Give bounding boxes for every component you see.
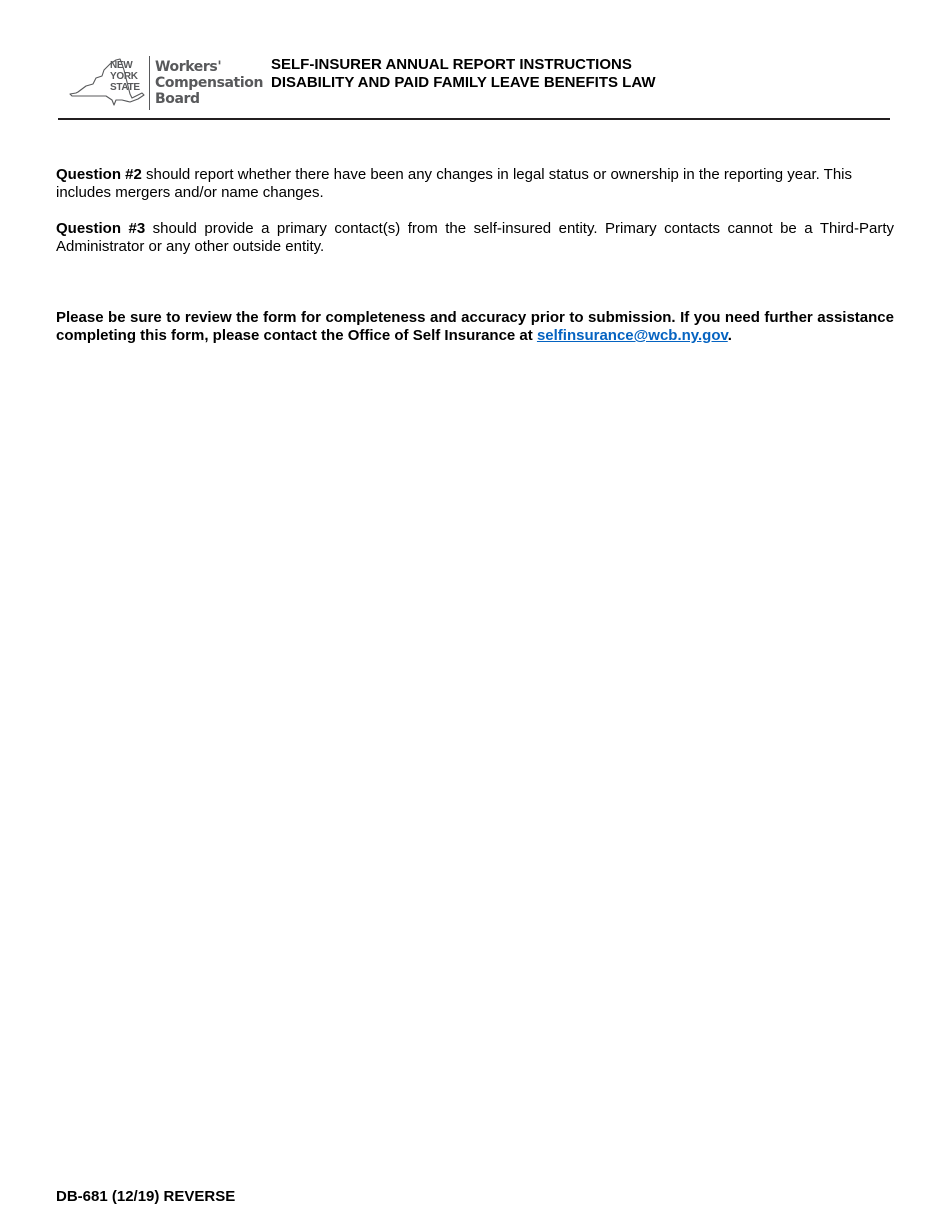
form-id-footer: DB-681 (12/19) REVERSE [56, 1188, 236, 1205]
logo-org-line: Workers' [155, 59, 222, 75]
closing-text: Please be sure to review the form for completeness and accuracy prior to submission. If you need further assistance completing this form, please contact the Office of Self Insurance at [56, 309, 894, 344]
question-3-label: Question #3 [56, 220, 146, 237]
logo-divider [149, 56, 150, 110]
closing-end: . [727, 327, 732, 344]
logo-org-line: Compensation [155, 75, 264, 91]
question-2-text: should report whether there have been any changes in legal status or ownership in the reporting year. This includes mergers and/or name changes. [56, 166, 853, 201]
document-title [271, 56, 655, 92]
logo-state-text [110, 60, 140, 93]
title-line-2: DISABILITY AND PAID FAMILY LEAVE BENEFITS LAW [271, 74, 656, 91]
closing-note [56, 309, 894, 345]
logo-state-line: NEW [110, 60, 133, 71]
question-2-instruction [56, 166, 894, 202]
page-header [0, 0, 950, 121]
question-3-text: should provide a primary contact(s) from the self-insured entity. Primary contacts cannot be a Third-Party Administrator or any other outside entity. [56, 220, 894, 255]
question-3-instruction [56, 220, 894, 256]
contact-email-link[interactable]: selfinsurance@wcb.ny.gov [536, 327, 728, 344]
wcb-logo [66, 54, 266, 112]
logo-state-line: STATE [110, 82, 140, 93]
logo-org-name [155, 59, 263, 107]
header-divider [58, 118, 890, 120]
logo-org-line: Board [155, 91, 200, 107]
logo-state-line: YORK [110, 71, 138, 82]
question-2-label: Question #2 [56, 166, 142, 183]
title-line-1: SELF-INSURER ANNUAL REPORT INSTRUCTIONS [271, 56, 632, 73]
